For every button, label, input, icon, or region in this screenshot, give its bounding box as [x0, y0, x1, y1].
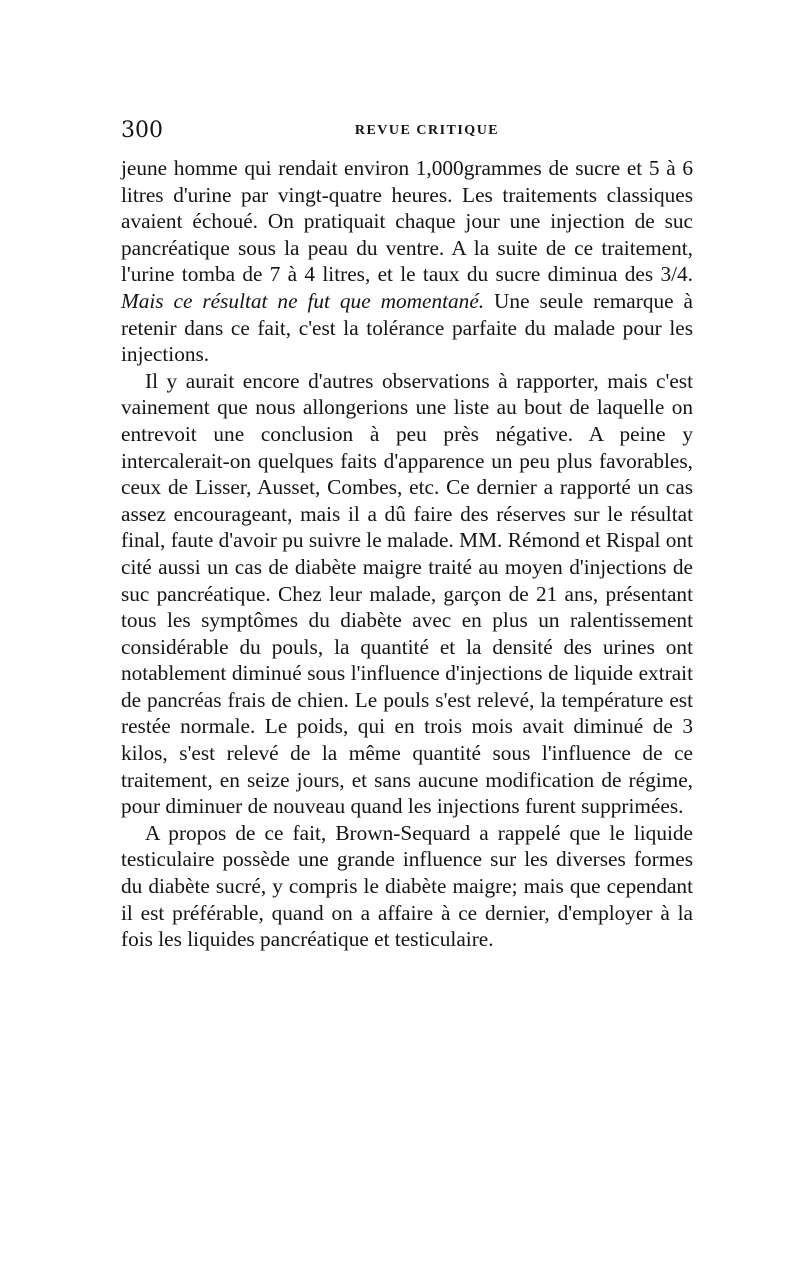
body-text — [121, 155, 693, 953]
running-title: REVUE CRITIQUE — [354, 123, 500, 138]
paragraph-2: Il y aurait encore d'autres observations à rapporter, mais c'est vainement que nous allongerions une liste au bout de laquelle on entrevoit une conclusion à peu près négative. A peine y intercalerait-on quelques faits d'apparence un peu plus favorables, ceux de Lisser, Ausset, Combes, etc. Ce dernier a rapporté un cas assez encourageant, mais il a dû faire des réserves sur le résultat final, faute d'avoir pu suivre le malade. MM. Rémond et Rispal ont cité aussi un cas de diabète maigre traité au moyen d'injections de suc pancréatique. Chez leur malade, garçon de 21 ans, présentant tous les symptômes du diabète avec en plus un ralentissement considérable du pouls, la quantité et la densité des urines ont notablement diminué sous l'influence d'injections de liquide extrait de pancréas frais de chien. Le pouls s'est relevé, la température est restée normale. Le poids, qui en trois mois avait diminué de 3 kilos, s'est relevé de la même quantité sous l'influence de ce traitement, en seize jours, et sans aucune modification de régime, pour diminuer de nouveau quand les injections furent supprimées. — [121, 368, 693, 819]
paragraph-1 — [121, 155, 693, 368]
paragraph-1-text: jeune homme qui rendait environ 1,000grammes de sucre et 5 à 6 litres d'urine par vingt-quatre heures. Les traitements classiques avaient échoué. On pratiquait chaque jour une injection de suc pancréatique sous la peau du ventre. A la suite de ce traitement, l'urine tomba de 7 à 4 litres, et le taux du sucre diminua des 3/4. — [121, 156, 693, 287]
paragraph-3: A propos de ce fait, Brown-Sequard a rappelé que le liquide testiculaire possède une grande influence sur les diverses formes du diabète sucré, y compris le diabète maigre; mais que cependant il est préférable, quand on a affaire à ce dernier, d'employer à la fois les liquides pancréatique et testiculaire. — [121, 820, 693, 952]
paragraph-1-text-end: Une seule remarque à retenir dans ce fait, c'est la tolérance parfaite du malade pour les injections. — [121, 288, 693, 367]
italic-emphasis: Mais ce résultat ne fut que momentané. — [121, 288, 485, 313]
running-head — [121, 116, 693, 146]
page-number: 300 — [121, 118, 163, 143]
